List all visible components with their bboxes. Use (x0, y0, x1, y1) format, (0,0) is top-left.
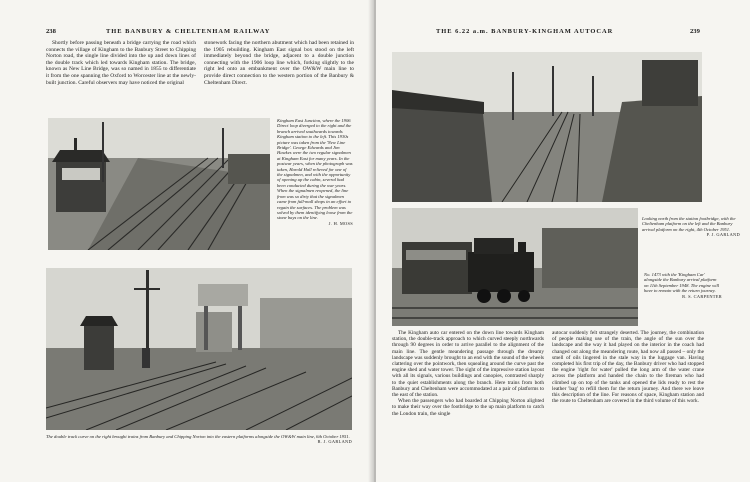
right-running-head: THE 6.22 a.m. BANBURY-KINGHAM AUTOCAR (436, 28, 614, 35)
photo-kingham-car (392, 208, 638, 326)
left-folio: 238 (46, 28, 56, 35)
caption-junction-credit: J. H. MOSS (328, 220, 353, 226)
right-text-col2 (552, 330, 704, 404)
caption-kingham-car-text: No. 1473 with the 'Kingham Car' alongside the Banbury arrival platform on 11th September 1948. The engine will have to remain with the return journey. (644, 272, 720, 294)
water-tower-photo-graphic (46, 268, 352, 430)
caption-water-tower-credit: R. J. GARLAND (317, 439, 352, 445)
right-folio: 239 (690, 28, 700, 35)
right-page (376, 0, 750, 482)
right-text-col1 (392, 330, 544, 417)
caption-platforms (634, 216, 740, 238)
caption-kingham-car (644, 272, 722, 299)
platforms-photo-graphic (392, 52, 702, 202)
kingham-car-photo-graphic (392, 208, 638, 326)
left-running-head: THE BANBURY & CHELTENHAM RAILWAY (106, 28, 271, 35)
caption-platforms-text: Looking north from the station footbridge, with the Cheltenham platform on the left and the Banbury arrival platform on the right, 4th October 1951. (642, 216, 736, 232)
caption-water-tower-text: The double track curve on the right brought trains from Banbury and Chipping Norton into the eastern platforms alongside the OW&W main line, 6th October 1951. (46, 434, 350, 439)
left-col1-paragraph: Shortly before passing beneath a bridge carrying the road which connects the village of Kingham to the Banbury Street to Chipping Norton road, the single line divided into the up and down lines of the double track which led towards Kingham station. The bridge, known as New Line Bridge, was so named in 1855 to differentiate it from the one spanning the Oxford to Worcester line at the newly-built junction. Careful observers may have noticed the original (46, 40, 196, 86)
left-text-col2 (204, 40, 354, 86)
left-page (0, 0, 374, 482)
junction-photo-graphic (48, 118, 270, 250)
caption-water-tower (46, 434, 352, 445)
photo-water-tower (46, 268, 352, 430)
caption-junction (277, 118, 353, 226)
caption-kingham-car-credit: R. S. CARPENTER (682, 293, 722, 299)
caption-platforms-credit: P. J. GARLAND (706, 232, 740, 238)
right-col1-paragraph: The Kingham auto car entered on the down line towards Kingham station, the double-track approach to which curved steeply northwards through 90 degrees in order to arrive parallel to the alignment of the main line. The gentle meandering passage through the dreamy landscape was suddenly brought to an end with the sound of the wheels clattering over the pointwork, then squealing around the curve past the engine shed and water tower. The sight of the impressive station layout with all its signals, various buildings and canopies, contrasted sharply to the quiet establishments along the branch. Here trains from both Banbury and Cheltenham were accommodated at a pair of platforms to the east of the station. (392, 330, 544, 399)
photo-station-platforms (392, 52, 702, 202)
left-col2-paragraph: stonework facing the northern abutment which had been retained in the 1905 rebuilding. Kingham East signal box stood on the left immediately beyond the bridge, adjacent to a double junction connecting with the 1906 loop line which, forking slightly to the right led onto an embankment over the OW&W main line to provide direct connection to the western portion of the Banbury & Cheltenham Direct. (204, 40, 354, 86)
caption-junction-text: Kingham East Junction, where the 1906 Direct loop diverged to the right and the branch arrived southwards towards Kingham station to the left. This 1930s picture was taken from the 'New Line Bridge'. George Edwards and Jim Hawkes were the two regular signalmen at Kingham East for many years. In the postwar years, when the photograph was taken, Harold Hall relieved for one of the signalmen, and with the opportunity of opening up the cabin, several had been conducted during the war years. When the signalmen reopened, the line from was so dirty that the signalmen came from full-mall shops in an effort to regain the surfaces. The problem was solved by them identifying loose from the stone bays on the line. (277, 118, 353, 221)
right-col2-paragraph: autocar suddenly felt strangely deserted. The journey, the combination of people making use of the train, the angle of the sun over the landscape and the way it had played on the interior in the coach had changed out along the meandering route, had now all passed – only the smell of oils lingered in the stale way in the luggage van. Having completed his first trip of the day, the Banbury driver who had stopped the engine 'right for water' pulled the long arm of the water crane across the platform and handed the chain to the fireman who had climbed up on top of the tanks and opened the lids ready to rest the leather 'bag' to refill them for the return journey. And there we leave this description of the line. For reasons of space, Kingham station and the route to Cheltenham are covered in the third volume of this work. (552, 330, 704, 405)
left-text-col1 (46, 40, 196, 86)
right-col1b-paragraph: When the passengers who had boarded at Chipping Norton alighted to make their way over the footbridge to the up main platform to catch the London train, the single (392, 398, 544, 417)
photo-kingham-east-junction (48, 118, 270, 250)
